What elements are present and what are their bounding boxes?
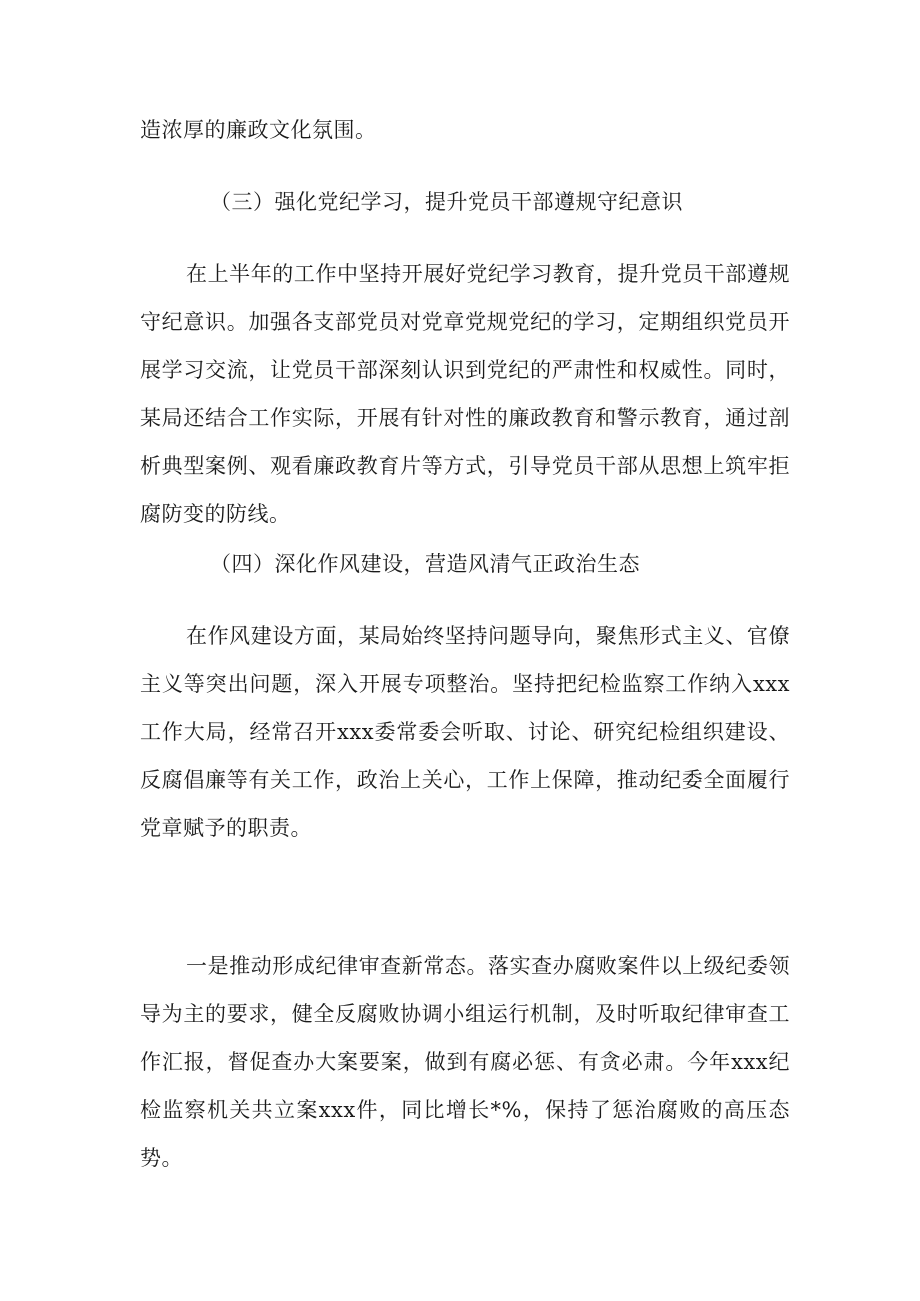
section-4-heading: （四）深化作风建设，营造风清气正政治生态 [210, 552, 640, 576]
section-3-paragraph: 在上半年的工作中坚持开展好党纪学习教育，提升党员干部遵规守纪意识。加强各支部党员对党章党规党纪的学习，定期组织党员开展学习交流，让党员干部深刻认识到党纪的严肃性和权威性。同时，某局还结合工作实际，开展有针对性的廉政教育和警示教育，通过剖析典型案例、观看廉政教育片等方式，引导党员干部从思想上筑牢拒腐防变的防线。 [140, 262, 790, 526]
section-3-heading: （三）强化党纪学习，提升党员干部遵规守纪意识 [210, 190, 683, 214]
section-4-item-1: 一是推动形成纪律审查新常态。落实查办腐败案件以上级纪委领导为主的要求，健全反腐败协调小组运行机制，及时听取纪律审查工作汇报，督促查办大案要案，做到有腐必惩、有贪必肃。今年xxx纪检监察机关共立案xxx件，同比增长*%，保持了惩治腐败的高压态势。 [140, 954, 790, 1170]
section-4-paragraph: 在作风建设方面，某局始终坚持问题导向，聚焦形式主义、官僚主义等突出问题，深入开展专项整治。坚持把纪检监察工作纳入xxx工作大局，经常召开xxx委常委会听取、讨论、研究纪检组织建设、反腐倡廉等有关工作，政治上关心，工作上保障，推动纪委全面履行党章赋予的职责。 [140, 624, 790, 840]
continuation-paragraph: 造浓厚的廉政文化氛围。 [140, 118, 377, 142]
